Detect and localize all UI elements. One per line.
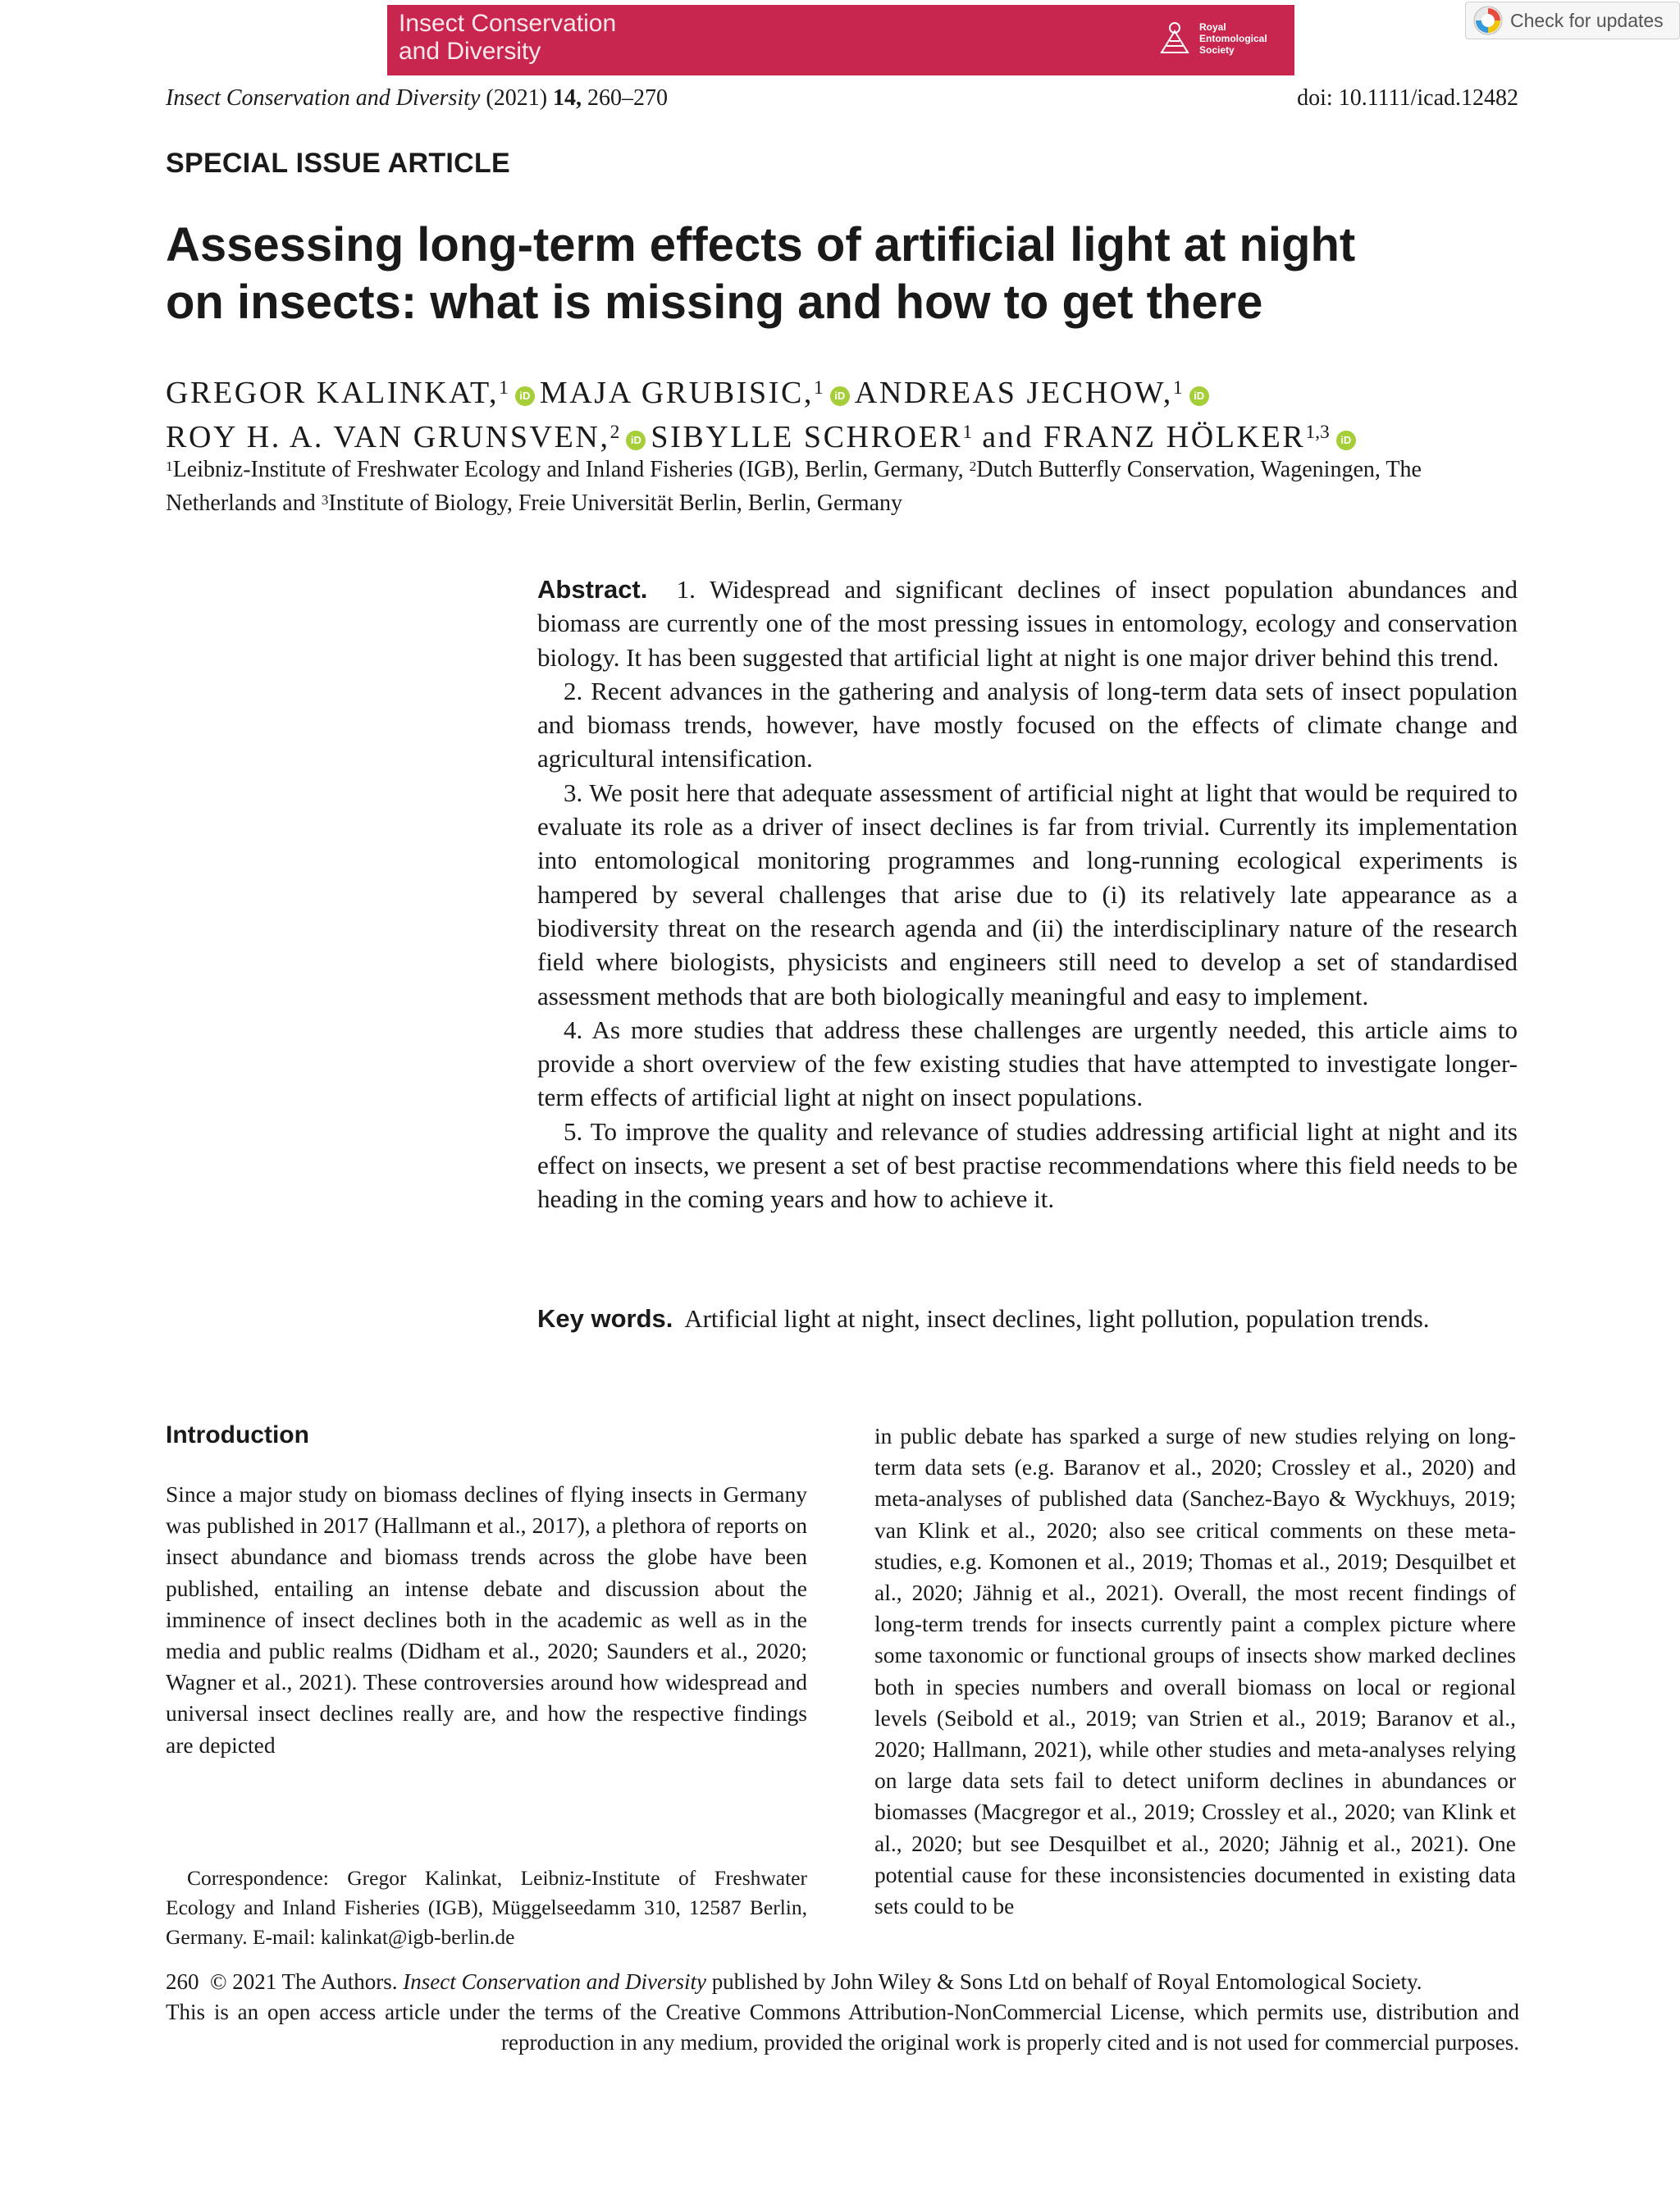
- author-name: MAJA GRUBISIC,: [539, 376, 815, 410]
- res-society-name: [1199, 21, 1267, 56]
- introduction-column-2: in public debate has sparked a surge of new studies relying on long-term data sets (e.g. Baranov et al., 2020; Crossley et al., 2020) and meta-analyses of published data (Sanchez-Bayo & Wyckhuys, 2019; van Klink et al., 2020; also see critical comments on these meta-studies, e.g. Komonen et al., 2019; Thomas et al., 2019; Desquilbet et al., 2020; Jähnig et al., 2021). Overall, the most recent findings of long-term trends for insects currently paint a complex picture where some taxonomic or functional groups of insects show marked declines both in species numbers and overall biomass on local or regional levels (Seibold et al., 2019; van Strien et al., 2019; Baranov et al., 2020; Hallmann, 2021), while other studies and meta-analyses relying on large data sets fail to detect uniform declines in abundances or biomasses (Macgregor et al., 2019; Crossley et al., 2020; van Klink et al., 2020; but see Desquilbet et al., 2020; Jähnig et al., 2021). One potential cause for these inconsistencies documented in existing data sets could to be: [874, 1423, 1516, 1919]
- introduction-column-1: Since a major study on biomass declines of flying insects in Germany was published in 2017 (Hallmann et al., 2017), a plethora of reports on insect abundance and biomass trends across the globe have been published, entailing an intense debate and discussion about the imminence of insect declines both in the academic as well as in the media and public realms (Didham et al., 2020; Saunders et al., 2020; Wagner et al., 2021). These controversies around how widespread and universal insect declines really are, and how the respective findings are depicted: [166, 1481, 807, 1758]
- keywords-heading: Key words.: [537, 1304, 673, 1333]
- affiliation-2: Dutch Butterfly Conservation, Wageningen, The Netherlands and: [166, 457, 1422, 516]
- orcid-icon[interactable]: iD: [626, 431, 646, 450]
- abstract-point-3: 3. We posit here that adequate assessment of artificial night at light that would be required to evaluate its role as a driver of insect declines is far from trivial. Currently its implementation into entomological monitoring programmes and long-running ecological experiments is hampered by several challenges that arise due to (i) its relatively late appearance as a biodiversity threat on the research agenda and (ii) the interdisciplinary nature of the research field where biologists, physicists and engineers still need to develop a set of standardised assessment methods that are both biologically meaningful and easy to implement.: [537, 778, 1518, 1010]
- running-volume: 14,: [553, 85, 582, 111]
- running-pages: 260–270: [587, 85, 669, 111]
- running-year: (2021): [486, 85, 548, 111]
- running-journal: Insect Conservation and Diversity: [166, 85, 481, 111]
- abstract-point-4: 4. As more studies that address these challenges are urgently needed, this article aims to provide a short overview of the few existing studies that have attempted to investigate longer-term effects of artificial light at night on insect populations.: [537, 1015, 1518, 1112]
- footer-journal: Insect Conservation and Diversity: [403, 1969, 706, 1994]
- affil-sup: 2: [969, 458, 977, 474]
- crossmark-icon: [1472, 5, 1504, 36]
- running-header-citation: [166, 85, 668, 112]
- res-line3: Society: [1199, 44, 1235, 56]
- keywords-text: Artificial light at night, insect declines, light pollution, population trends.: [684, 1304, 1430, 1333]
- author-affil-sup: 2: [609, 422, 620, 443]
- abstract-heading: Abstract.: [537, 575, 648, 604]
- author-affil-sup: 1,3: [1305, 422, 1330, 443]
- section-label: SPECIAL ISSUE ARTICLE: [166, 148, 511, 179]
- res-line1: Royal: [1199, 21, 1226, 33]
- correspondence-text: Correspondence: Gregor Kalinkat, Leibniz-Institute of Freshwater Ecology and Inland Fisheries (IGB), Müggelseedamm 310, 12587 Berlin, Germany. E-mail: kalinkat@igb-berlin.de: [166, 1866, 807, 1949]
- abstract-point-2: 2. Recent advances in the gathering and analysis of long-term data sets of insect population and biomass trends, however, have mostly focused on the effects of climate change and agricultural intensification.: [537, 676, 1518, 773]
- footer-publisher: published by John Wiley & Sons Ltd on behalf of Royal Entomological Society.: [711, 1969, 1422, 1994]
- author-name: GREGOR KALINKAT,: [166, 376, 500, 410]
- abstract-text: 1. Widespread and significant declines of insect population abundances and biomass are currently one of the most pressing issues in entomology, ecology and conservation biology. It has been suggested that artificial light at night is one major driver behind this trend.: [537, 575, 1518, 672]
- author-affil-sup: 1: [962, 422, 973, 443]
- affil-sup: 1: [166, 458, 173, 474]
- author-name: SIBYLLE SCHROER: [651, 420, 963, 454]
- correspondence-note: [166, 1864, 807, 1952]
- res-logo: [1157, 16, 1288, 66]
- author-name: ROY H. A. VAN GRUNSVEN,: [166, 420, 610, 454]
- footer-copyright: © 2021 The Authors.: [210, 1969, 398, 1994]
- res-line2: Entomological: [1199, 33, 1267, 44]
- journal-banner: [387, 5, 1294, 75]
- res-emblem-icon: [1157, 20, 1193, 56]
- affiliations: [166, 453, 1527, 520]
- affiliation-3: Institute of Biology, Freie Universität Berlin, Berlin, Germany: [328, 490, 903, 516]
- banner-journal-line1: Insect Conservation: [399, 10, 617, 37]
- abstract-point-5: 5. To improve the quality and relevance of studies addressing artificial light at night and its effect on insects, we present a set of best practise recommendations where this field needs to be heading in the coming years and how to achieve it.: [537, 1116, 1518, 1214]
- keywords: [537, 1302, 1518, 1335]
- banner-journal-line2: and Diversity: [399, 38, 541, 65]
- author-affil-sup: 1: [1172, 377, 1183, 399]
- author-affil-sup: 1: [499, 377, 509, 399]
- affil-sup: 3: [321, 492, 329, 508]
- author-name: ANDREAS JECHOW,: [854, 376, 1173, 410]
- footer-line-1: [166, 1967, 1519, 1997]
- page-footer: [166, 1967, 1519, 2058]
- orcid-icon[interactable]: iD: [1189, 386, 1209, 406]
- check-for-updates-label: Check for updates: [1510, 9, 1664, 31]
- article-title: [166, 217, 1527, 331]
- affiliation-1: Leibniz-Institute of Freshwater Ecology and Inland Fisheries (IGB), Berlin, Germany,: [172, 457, 964, 482]
- orcid-icon[interactable]: iD: [830, 386, 850, 406]
- page-number: 260: [166, 1969, 199, 1994]
- title-line-1: Assessing long-term effects of artificial light at night: [166, 218, 1356, 271]
- author-affil-sup: 1: [814, 377, 824, 399]
- running-header-doi[interactable]: doi: 10.1111/icad.12482: [1297, 85, 1518, 111]
- orcid-icon[interactable]: iD: [515, 386, 535, 406]
- abstract-point-1: [537, 573, 1518, 674]
- author-line-1: [166, 371, 1560, 415]
- orcid-icon[interactable]: iD: [1336, 431, 1356, 450]
- footer-license: This is an open access article under the terms of the Creative Commons Attribution-NonCommercial License, which permits use, distribution and reproduction in any medium, provided the original work is properly cited and is not used for commercial purposes.: [166, 2000, 1519, 2055]
- author-name: and FRANZ HÖLKER: [982, 420, 1306, 454]
- banner-journal-name: [399, 10, 616, 66]
- abstract: [537, 573, 1518, 1216]
- title-line-2: on insects: what is missing and how to get there: [166, 276, 1263, 329]
- check-for-updates-button[interactable]: [1465, 2, 1680, 39]
- introduction-heading: Introduction: [166, 1421, 309, 1448]
- author-list: [166, 371, 1560, 459]
